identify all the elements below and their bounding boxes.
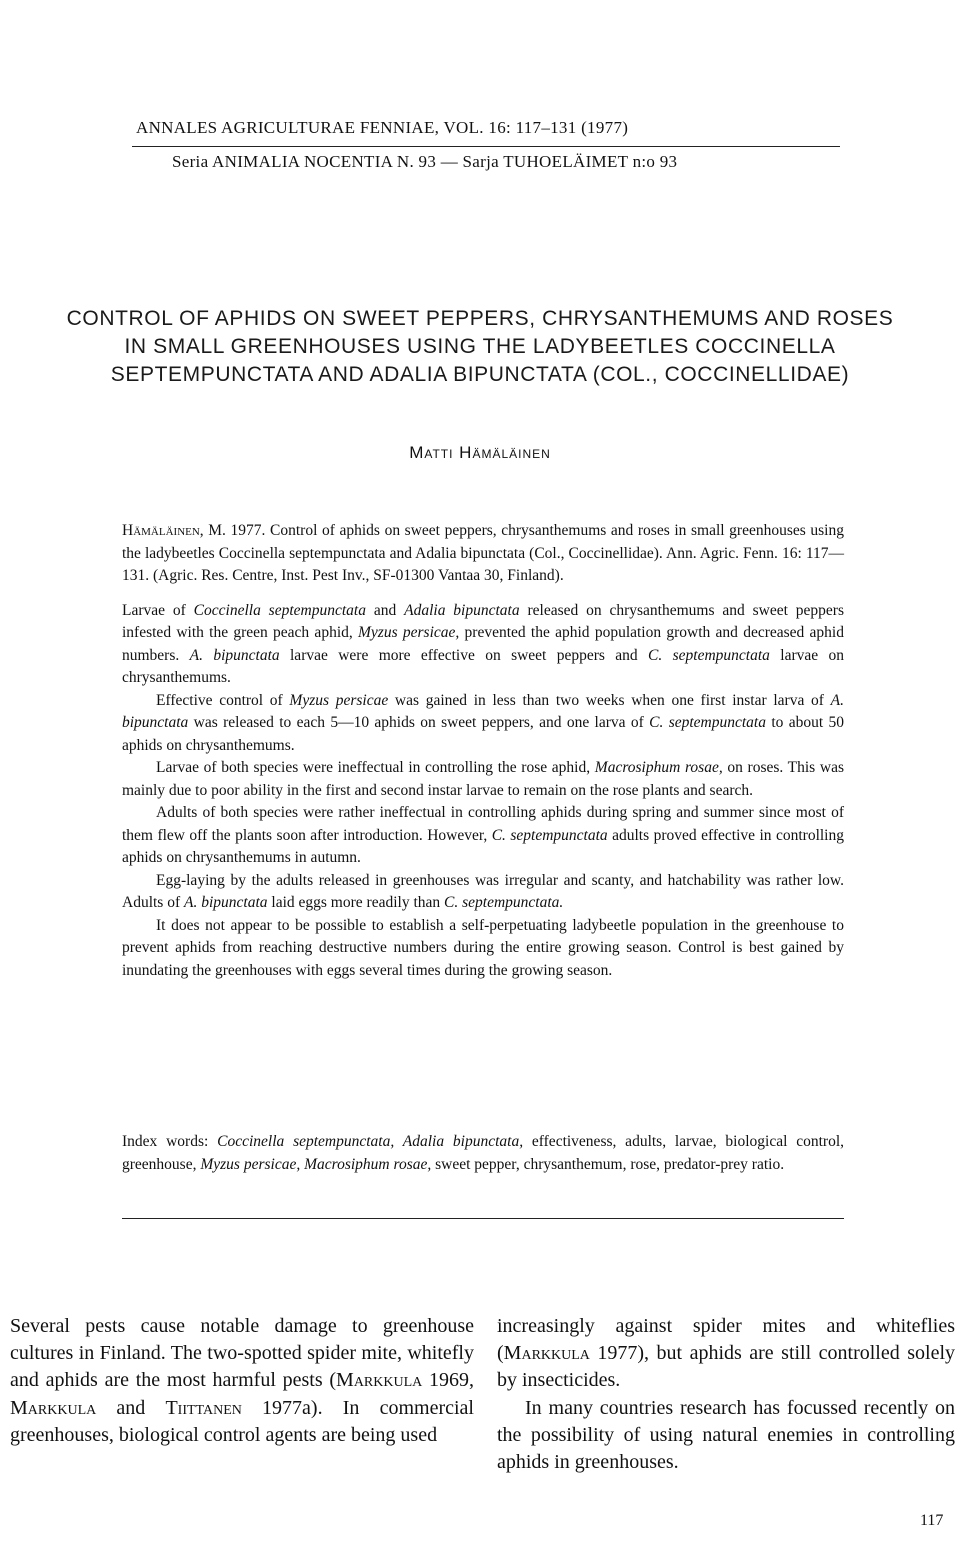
page-number: 117 — [920, 1512, 944, 1529]
abstract-paragraph-4 — [122, 802, 844, 870]
species-name: Coccinella septempunctata, Adalia bipunctata, — [217, 1133, 524, 1150]
text: to about 50 aphids on chrysanthemums. — [122, 714, 844, 754]
text: was released to each 5—10 aphids on sweet peppers, and one larva of — [188, 714, 650, 731]
abstract-paragraph-5 — [122, 870, 844, 915]
species-name: A. bipunctata — [122, 691, 844, 731]
text: larvae were more effective on sweet peppers and — [279, 646, 649, 664]
species-name: Myzus persicae, Macrosiphum rosae, — [200, 1155, 432, 1173]
text: adults proved effective in controlling aphids on chrysanthemums in autumn. — [122, 826, 844, 866]
citation — [122, 520, 844, 588]
paper-title — [0, 305, 960, 389]
section-rule — [122, 1218, 844, 1219]
species-name: C. septempunctata — [491, 826, 608, 844]
text: 1977), but aphids are still controlled solely by insecticides. — [497, 1342, 955, 1392]
abstract-paragraph-6: It does not appear to be possible to establish a self-perpetuating ladybeetle population in the greenhouse to prevent aphids from reaching destructive numbers during the entire growing season. Control is best gained by inundating the greenhouses with eggs several times during the growing season. — [122, 916, 844, 979]
species-name: Myzus persicae, — [358, 624, 460, 641]
text: was gained in less than two weeks when one first instar larva of — [388, 691, 831, 709]
journal-header: ANNALES AGRICULTURAE FENNIAE, VOL. 16: 117–131 (1977) — [136, 118, 629, 137]
abstract-paragraph-1 — [122, 600, 844, 690]
species-name: Macrosiphum rosae, — [594, 759, 723, 776]
text: Larvae of — [122, 601, 194, 619]
species-name: C. septempunctata. — [444, 894, 564, 911]
text: Adults of both species were rather ineffectual in controlling aphids during spring and summer since most of them flew off the plants soon after introduction. However, — [122, 804, 844, 844]
reference-author: Markkula — [503, 1342, 590, 1365]
series-line: Seria ANIMALIA NOCENTIA N. 93 — Sarja TUHOELÄIMET n:o 93 — [172, 152, 678, 171]
body-column-left — [10, 1313, 474, 1449]
species-name: C. septempunctata — [648, 646, 770, 664]
text: and — [96, 1396, 166, 1419]
text: released on chrysanthemums and sweet peppers infested with the green peach aphid, — [122, 601, 844, 641]
text: 1977a). In commercial greenhouses, biological control agents are being used — [10, 1396, 474, 1446]
text: laid eggs more readily than — [267, 894, 445, 911]
text: Larvae of both species were ineffectual in controlling the rose aphid, — [156, 759, 595, 776]
reference-author: Tiittanen — [165, 1396, 242, 1419]
abstract-paragraph-3 — [122, 757, 844, 802]
body-paragraph — [497, 1313, 955, 1395]
title-line-1: CONTROL OF APHIDS ON SWEET PEPPERS, CHRYSANTHEMUMS AND ROSES — [66, 307, 894, 330]
citation-text: , M. 1977. Control of aphids on sweet peppers, chrysanthemums and roses in small greenhouses using the ladybeetles Coccinella septempunctata and Adalia bipunctata (Col., Coccinellidae). Ann. Agric. Fenn. 16: 117—131. (Agric. Res. Centre, Inst. Pest Inv., SF-01300 Vantaa 30, Finland). — [122, 522, 844, 584]
title-line-2: IN SMALL GREENHOUSES USING THE LADYBEETLES COCCINELLA — [124, 335, 836, 358]
species-name: A. bipunctata — [189, 646, 280, 664]
text: Egg-laying by the adults released in greenhouses was irregular and scanty, and hatchability was rather low. Adults of — [122, 871, 844, 911]
text: increasingly against spider mites and whiteflies ( — [497, 1315, 955, 1365]
body-paragraph: In many countries research has focussed recently on the possibility of using natural enemies in controlling aphids in greenhouses. — [497, 1396, 955, 1474]
text: effectiveness, adults, larvae, biological control, greenhouse, — [122, 1133, 845, 1173]
title-line-3: SEPTEMPUNCTATA AND ADALIA BIPUNCTATA (COL., COCCINELLIDAE) — [110, 363, 850, 386]
header-rule — [132, 146, 840, 147]
text: Effective control of — [156, 691, 290, 709]
index-words — [122, 1131, 844, 1176]
citation-author: Hämäläinen — [122, 522, 200, 539]
body-column-right — [497, 1313, 955, 1476]
species-name: Adalia bipunctata — [404, 601, 520, 619]
species-name: Myzus persicae — [289, 691, 389, 709]
text: 1969, — [422, 1369, 475, 1392]
abstract-paragraph-2 — [122, 690, 844, 758]
author-name: Matti Hämäläinen — [409, 443, 551, 462]
text: and — [365, 601, 405, 619]
text: on roses. This was mainly due to poor ability in the first and second instar larvae to remain on the rose plants and search. — [122, 759, 844, 799]
text: larvae on chrysanthemums. — [122, 646, 845, 686]
species-name: C. septempunctata — [649, 714, 766, 731]
abstract — [122, 520, 844, 982]
text: sweet pepper, chrysanthemum, rose, predator-prey ratio. — [431, 1155, 785, 1173]
index-words-label: Index words: — [122, 1133, 218, 1150]
text: Several pests cause notable damage to greenhouse cultures in Finland. The two-spotted spider mite, whitefly and aphids are the most harmful pests ( — [10, 1315, 474, 1392]
species-name: A. bipunctata — [184, 894, 268, 911]
reference-author: Markkula — [336, 1369, 423, 1392]
body-paragraph — [10, 1313, 474, 1449]
reference-author: Markkula — [10, 1396, 97, 1419]
species-name: Coccinella septempunctata — [193, 601, 366, 619]
text: prevented the aphid population growth and decreased aphid numbers. — [122, 624, 844, 664]
